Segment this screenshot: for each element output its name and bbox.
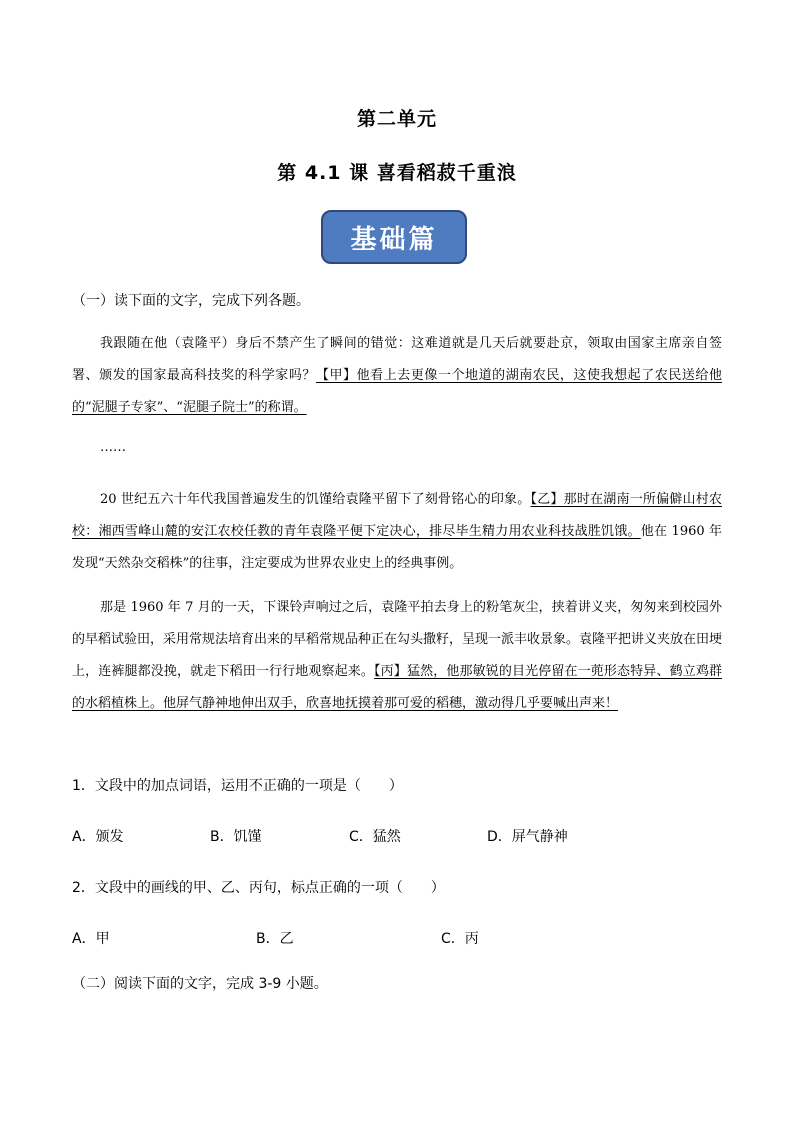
q2-option-a: A．甲: [72, 931, 110, 947]
section-heading-2: （二）阅读下面的文字，完成 3-9 小题。: [72, 976, 328, 992]
section-heading-1: （一）读下面的文字，完成下列各题。: [72, 293, 310, 309]
paragraph-2-tail: 他在 1960 年发现“天然杂交稻株”的往事，注定要成为世界农业史上的经典事例。: [72, 524, 722, 571]
q2-option-b: B．乙: [256, 931, 294, 947]
question-2: 2．文段中的画线的甲、乙、丙句，标点正确的一项（ ）: [72, 880, 445, 896]
sentence-jia-marker: 【甲】: [315, 368, 357, 383]
sentence-bing: 猛然，他那敏锐的目光停留在一蔸形态特异、鹤立鸡群的水稻植株上。他屏气静神地伸出双手，欣喜地抚摸着那可爱的稻穗，激动得几乎要喊出声来！: [72, 664, 722, 711]
sentence-yi-marker: 【乙】: [530, 492, 564, 507]
sentence-bing-marker: 【丙】: [374, 664, 407, 679]
q1-option-d: D．屏气静神: [487, 829, 568, 845]
unit-title: 第二单元: [356, 108, 437, 130]
lesson-title: 第 4.1 课 喜看稻菽千重浪: [277, 162, 517, 184]
question-1: 1．文段中的加点词语，运用不正确的一项是（ ）: [72, 778, 403, 794]
paragraph-1-lead: 我跟随在他（袁隆平）身后不禁产生了瞬间的错觉：这难道就是几天后就要赴京，领取由国家主席亲自签署、颁发的国家最高科技奖的科学家吗？: [72, 336, 722, 383]
level-badge: 基础篇: [321, 210, 467, 264]
q2-option-c: C．丙: [441, 931, 479, 947]
paragraph-2-lead: 20 世纪五六十年代我国普遍发生的饥馑给袁隆平留下了刻骨铭心的印象。: [100, 492, 531, 507]
ellipsis: ……: [100, 440, 126, 455]
paragraph-3: [72, 592, 722, 720]
paragraph-2: [72, 484, 722, 580]
paragraph-1: [72, 328, 722, 424]
q1-option-b: B．饥馑: [210, 829, 262, 845]
sentence-jia: 他看上去更像一个地道的湖南农民，这使我想起了农民送给他的“泥腿子专家”、“泥腿子院士”的称谓。: [72, 368, 722, 415]
q1-option-c: C．猛然: [349, 829, 401, 845]
q1-option-a: A．颁发: [72, 829, 124, 845]
sentence-yi: 那时在湖南一所偏僻山村农校：湘西雪峰山麓的安江农校任教的青年袁隆平便下定决心，排尽毕生精力用农业科技战胜饥饿。: [72, 492, 722, 539]
paragraph-3-lead: 那是 1960 年 7 月的一天，下课铃声响过之后，袁隆平拍去身上的粉笔灰尘，挟着讲义夹，匆匆来到校园外的早稻试验田，采用常规法培育出来的早稻常规品种正在勾头撒籽，呈现一派丰收景象。袁隆平把讲义夹放在田埂上，连裤腿都没挽，就走下稻田一行行地观察起来。: [72, 600, 723, 679]
